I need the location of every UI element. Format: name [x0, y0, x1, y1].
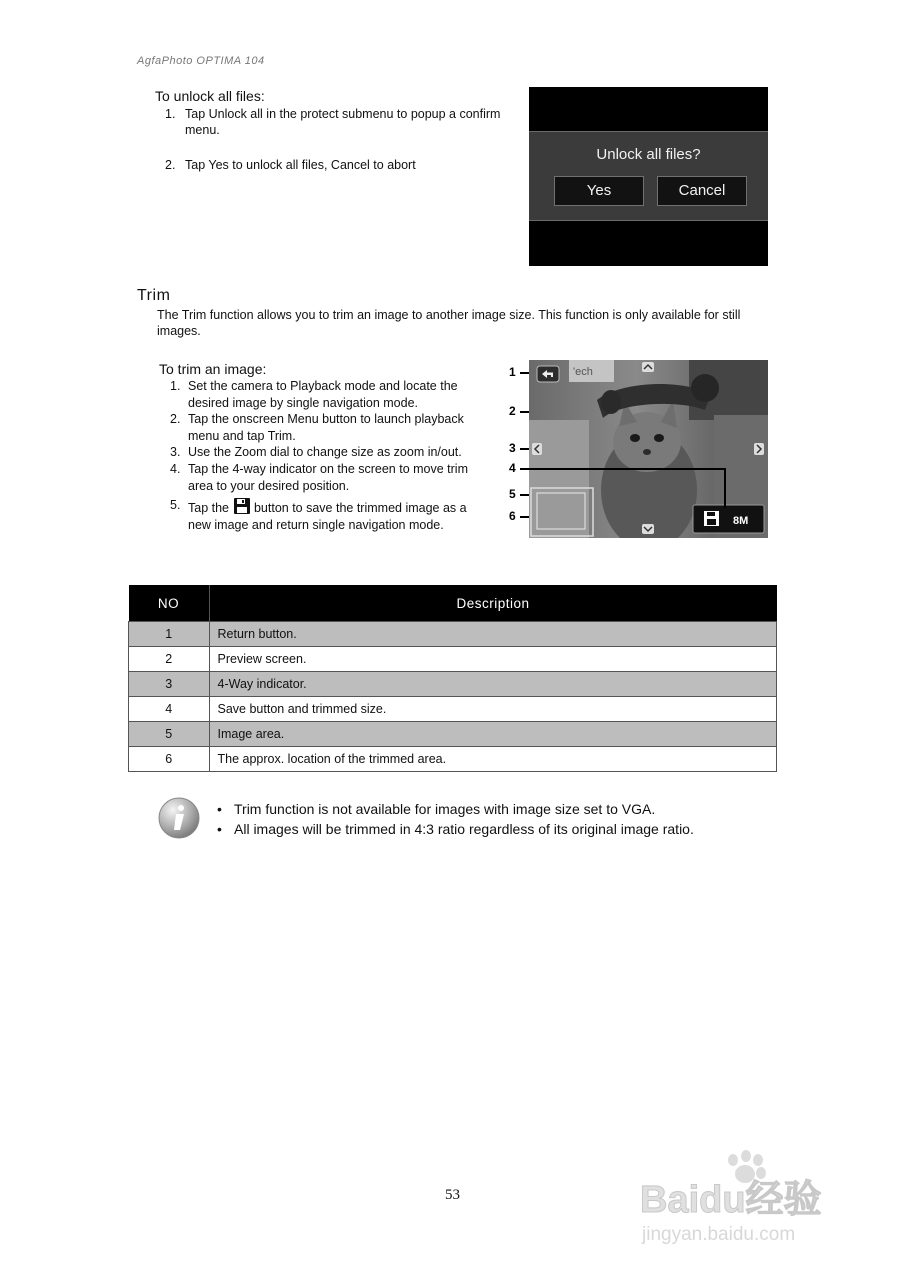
save-icon [233, 497, 251, 515]
baidu-watermark [640, 1150, 860, 1260]
callout-line-4-drop [724, 468, 726, 508]
note-text: All images will be trimmed in 4:3 ratio regardless of its original image ratio. [234, 821, 694, 837]
photo-caption: 'ech [573, 366, 593, 378]
unlock-step-1 [165, 106, 505, 138]
save-button[interactable] [693, 505, 764, 533]
trim-step-3 [170, 444, 490, 461]
unlock-steps [165, 106, 505, 173]
down-arrow-button[interactable] [642, 524, 654, 534]
row-no: 3 [129, 672, 210, 697]
step-text-before: Tap the [188, 501, 230, 516]
step-number: 2. [170, 412, 181, 427]
table-row [129, 647, 777, 672]
step-number: 1. [170, 379, 181, 393]
trim-heading: Trim [137, 287, 171, 304]
trim-subheading: To trim an image: [159, 361, 267, 377]
right-arrow-button[interactable] [754, 443, 764, 455]
page-number: 53 [445, 1187, 460, 1203]
yes-button[interactable]: Yes [554, 176, 644, 206]
watermark-brand: Baidu经验 [640, 1179, 822, 1221]
confirm-question: Unlock all files? [596, 146, 701, 163]
callout-6: 6 [509, 509, 516, 523]
trim-preview-screen [529, 360, 768, 538]
row-description: Return button. [209, 622, 777, 647]
step-text: Tap the 4-way indicator on the screen to move trim area to your desired position. [188, 461, 468, 493]
unlock-heading: To unlock all files: [155, 88, 265, 104]
note-item [217, 819, 694, 839]
trim-legend-table [128, 585, 777, 772]
row-description: 4-Way indicator. [209, 672, 777, 697]
step-text: Tap Yes to unlock all files, Cancel to abort [185, 158, 416, 172]
trim-step-5 [170, 497, 490, 533]
table-header-row [129, 585, 777, 622]
step-number: 2. [165, 158, 176, 172]
table-row [129, 722, 777, 747]
preview-image [529, 360, 768, 538]
row-no: 6 [129, 747, 210, 772]
confirm-dialog [529, 131, 768, 221]
info-icon [157, 796, 201, 840]
row-no: 1 [129, 622, 210, 647]
step-text: Tap the onscreen Menu button to launch playback menu and tap Trim. [188, 412, 464, 443]
col-header-no: NO [129, 585, 210, 622]
note-text: Trim function is not available for images with image size set to VGA. [234, 801, 656, 817]
unlock-step-2 [165, 157, 505, 173]
row-no: 5 [129, 722, 210, 747]
unlock-confirm-screen [529, 87, 768, 266]
row-no: 4 [129, 697, 210, 722]
callout-line-4 [520, 468, 726, 470]
document-header: AgfaPhoto OPTIMA 104 [137, 55, 265, 67]
step-text: Tap Unlock all in the protect submenu to popup a confirm menu. [185, 107, 501, 137]
callout-5: 5 [509, 487, 516, 501]
table-row [129, 697, 777, 722]
bullet: • [217, 821, 222, 837]
callout-3: 3 [509, 441, 516, 455]
callout-1: 1 [509, 365, 516, 379]
trim-step-4 [170, 461, 490, 494]
table-row [129, 747, 777, 772]
note-list [217, 799, 694, 839]
step-number: 4. [170, 461, 181, 476]
trim-step-2 [170, 411, 490, 444]
step-number: 3. [170, 445, 181, 460]
callout-4: 4 [509, 461, 516, 475]
col-header-description: Description [209, 585, 777, 622]
step-text: Set the camera to Playback mode and locate the desired image by single navigation mode. [188, 379, 458, 410]
cancel-button[interactable]: Cancel [657, 176, 747, 206]
trim-description: The Trim function allows you to trim an image to another image size. This function is only available for still images. [157, 308, 741, 338]
up-arrow-button[interactable] [642, 362, 654, 372]
bullet: • [217, 801, 222, 817]
callout-2: 2 [509, 404, 516, 418]
trim-steps [170, 378, 490, 533]
row-description: Image area. [209, 722, 777, 747]
row-description: Save button and trimmed size. [209, 697, 777, 722]
step-number: 1. [165, 107, 176, 121]
note-item [217, 799, 694, 819]
trimmed-size-label: 8M [733, 515, 749, 527]
step-number: 5. [170, 498, 181, 513]
watermark-url: jingyan.baidu.com [642, 1224, 796, 1245]
step-text: Use the Zoom dial to change size as zoom in/out. [188, 445, 462, 460]
table-row [129, 672, 777, 697]
row-description: The approx. location of the trimmed area. [209, 747, 777, 772]
row-no: 2 [129, 647, 210, 672]
step-text-after: button to save the trimmed image as a new image and return single navigation mode. [188, 501, 467, 532]
table-row [129, 622, 777, 647]
left-arrow-button[interactable] [532, 443, 542, 455]
row-description: Preview screen. [209, 647, 777, 672]
trim-step-1 [170, 378, 490, 411]
